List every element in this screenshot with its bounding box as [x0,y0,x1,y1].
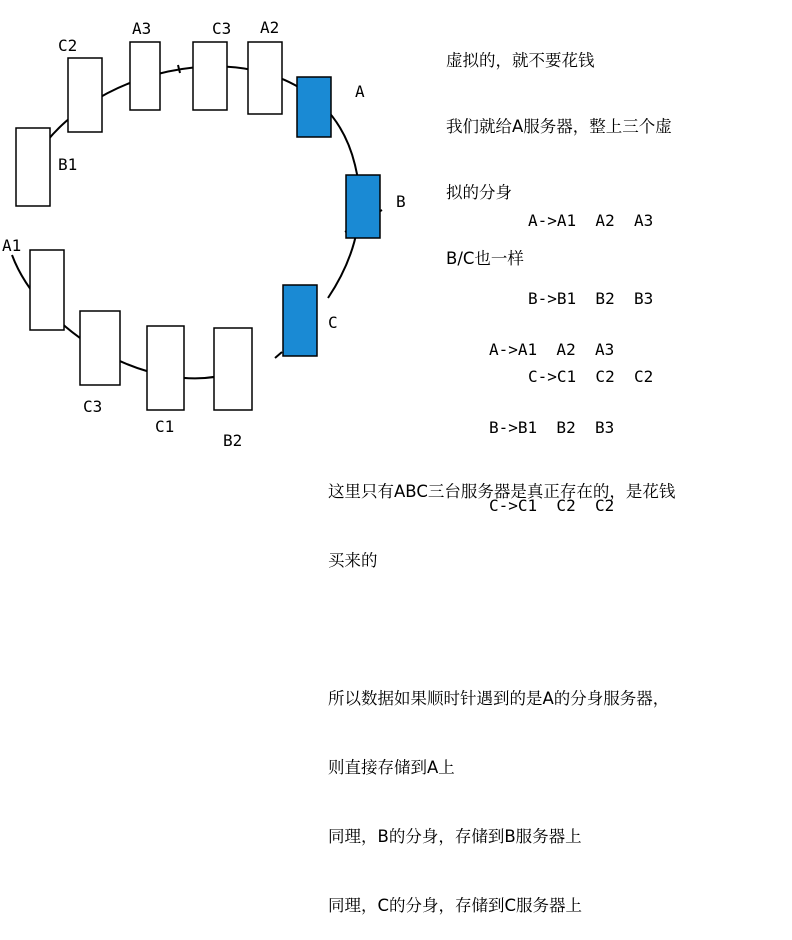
node-label-a3: A3 [132,19,152,38]
node-box-c2 [68,58,102,132]
node-box-a1 [30,250,64,330]
node-label-a-real: A [355,82,365,101]
note-top-line: B/C也一样 [446,249,524,268]
note-top-line: 拟的分身 [446,183,512,202]
node-box-b1 [16,128,50,206]
node-box-c3-bottom [80,311,120,385]
node-label-c-real: C [328,313,338,332]
node-label-c3-top: C3 [212,19,232,38]
node-box-c3-top [193,42,227,110]
mapping-line: A->A1 A2 A3 [528,211,654,230]
node-box-b2 [214,328,252,410]
note-bottom-line: 同理，B的分身，存储到B服务器上 [328,827,582,846]
mapping-line: C->C1 C2 C2 [528,367,654,386]
node-box-a3 [130,42,160,110]
node-label-b1: B1 [58,155,78,174]
ring-stroke-a [178,65,180,73]
node-label-a2: A2 [260,18,280,37]
mapping-line: B->B1 B2 B3 [528,289,654,308]
note-bottom-line: 所以数据如果顺时针遇到的是A的分身服务器， [328,689,670,708]
node-box-b-real [346,175,380,238]
node-box-c1 [147,326,184,410]
mapping-line: C->C1 C2 C2 [489,496,615,515]
mapping-line: A->A1 A2 A3 [489,340,615,359]
mapping-line: B->B1 B2 B3 [489,418,615,437]
node-box-a2 [248,42,282,114]
node-box-a-real [297,77,331,137]
note-bottom-line: 则直接存储到A上 [328,758,455,777]
note-bottom-line: 这里只有ABC三台服务器是真正存在的，是花钱 [328,482,676,501]
node-label-b-real: B [396,192,406,211]
note-bottom-line: 同理，C的分身，存储到C服务器上 [328,896,583,915]
node-label-a1: A1 [2,236,22,255]
ring-stroke-d [275,352,282,358]
node-label-b2: B2 [223,431,243,450]
note-bottom-line: 买来的 [328,551,378,570]
node-box-c-real [283,285,317,356]
node-label-c2: C2 [58,36,78,55]
note-bottom [328,434,675,940]
node-label-c3-bottom: C3 [83,397,103,416]
note-top-line: 我们就给A服务器，整上三个虚 [446,117,672,136]
note-top-line: 虚拟的，就不要花钱 [446,51,595,70]
node-label-c1: C1 [155,417,175,436]
note-bottom-line [328,618,675,641]
